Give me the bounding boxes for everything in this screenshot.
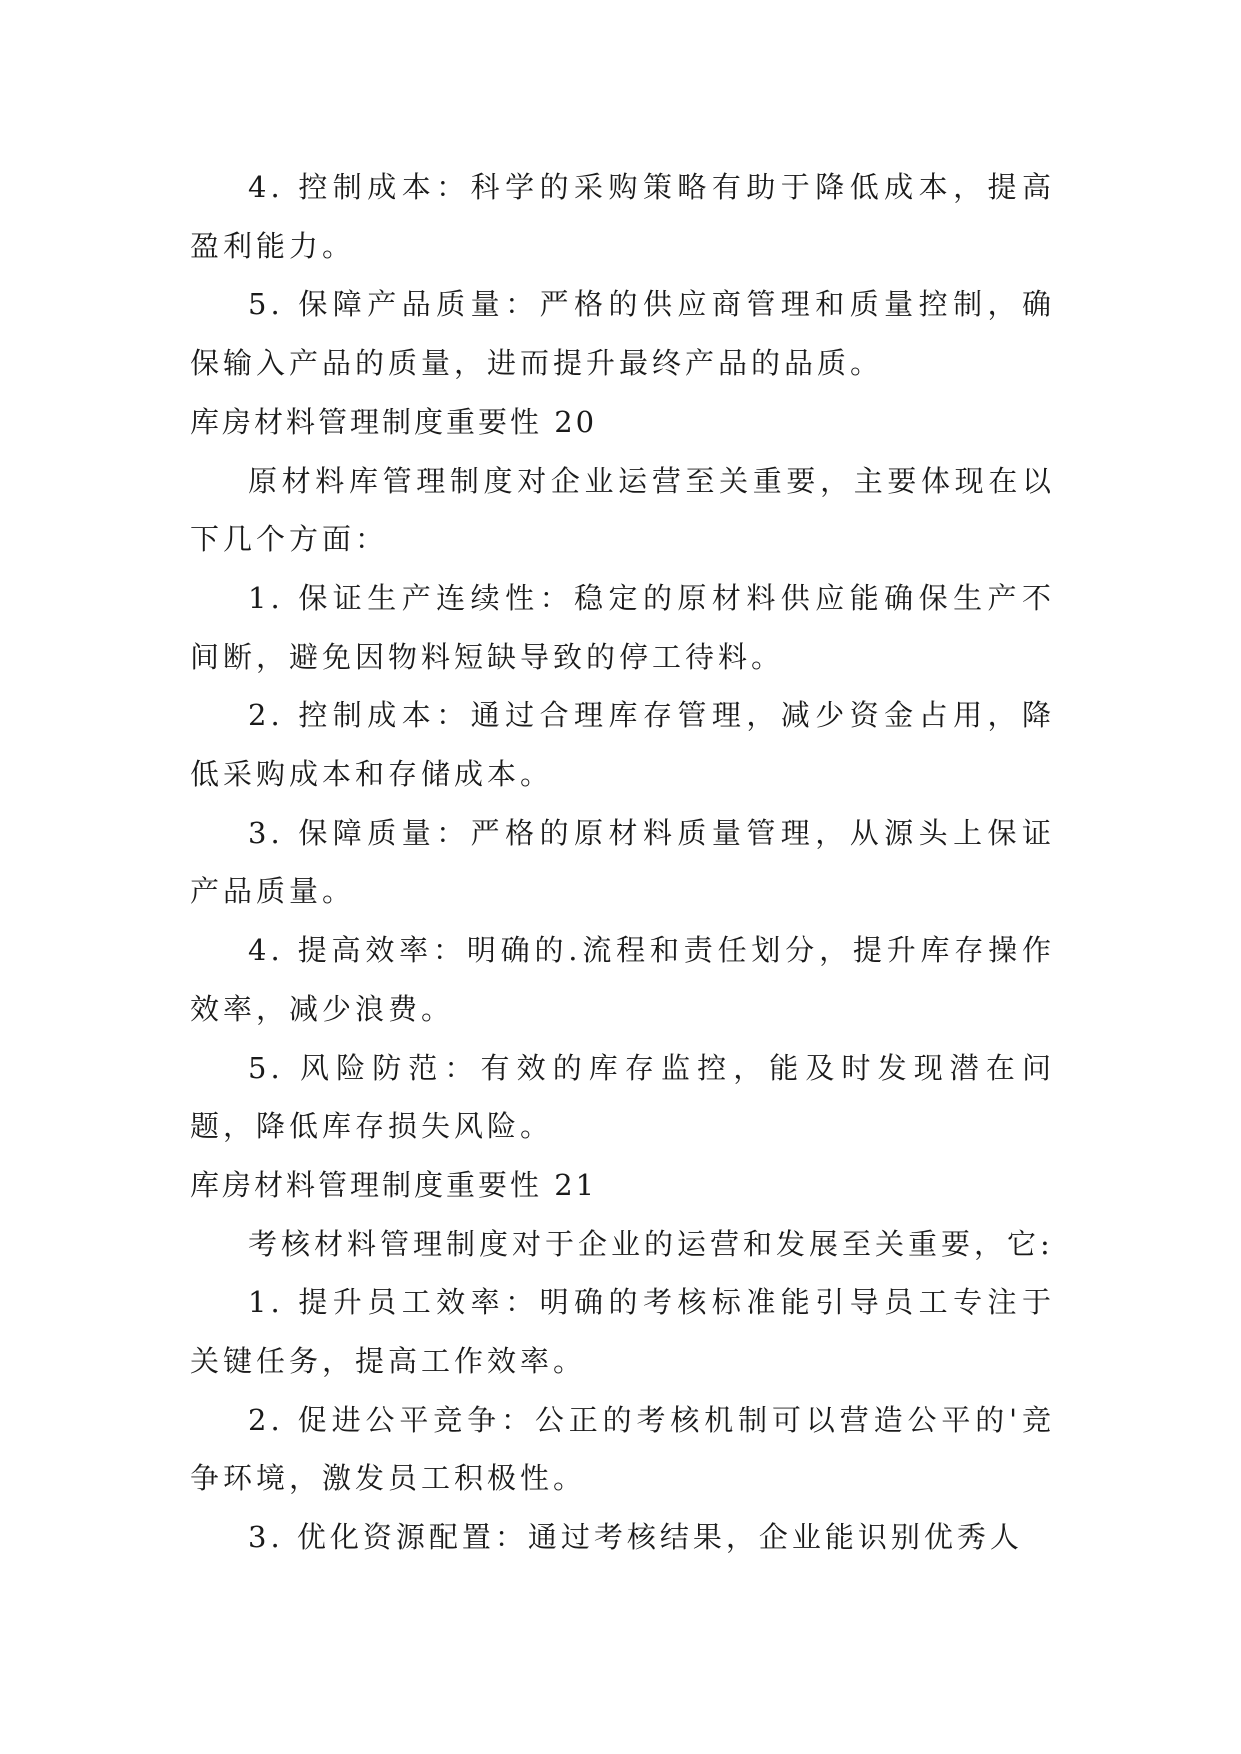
paragraph-control-cost: 4. 控制成本：科学的采购策略有助于降低成本，提高盈利能力。 bbox=[190, 170, 1055, 263]
section-heading-20: 库房材料管理制度重要性 20 bbox=[190, 404, 598, 439]
paragraph-fair-competition: 2. 促进公平竞争：公正的考核机制可以营造公平的'竞争环境，激发员工积极性。 bbox=[190, 1402, 1055, 1496]
paragraph-product-quality: 5. 保障产品质量：严格的供应商管理和质量控制，确保输入产品的质量，进而提升最终产品的品质。 bbox=[190, 287, 1055, 381]
paragraph-production-continuity: 1. 保证生产连续性：稳定的原材料供应能确保生产不间断，避免因物料短缺导致的停工待料。 bbox=[190, 580, 1055, 674]
paragraph-intro-21: 考核材料管理制度对于企业的运营和发展至关重要，它: bbox=[248, 1226, 1054, 1261]
paragraph-employee-efficiency: 1. 提升员工效率：明确的考核标准能引导员工专注于关键任务，提高工作效率。 bbox=[190, 1285, 1055, 1379]
paragraph-efficiency: 4. 提高效率：明确的.流程和责任划分，提升库存操作效率，减少浪费。 bbox=[190, 933, 1055, 1026]
paragraph-cost-control: 2. 控制成本：通过合理库存管理，减少资金占用，降低采购成本和存储成本。 bbox=[190, 698, 1055, 792]
section-heading-21: 库房材料管理制度重要性 21 bbox=[190, 1167, 598, 1202]
paragraph-quality-assurance: 3. 保障质量：严格的原材料质量管理，从源头上保证产品质量。 bbox=[190, 815, 1055, 909]
paragraph-resource-allocation: 3. 优化资源配置：通过考核结果，企业能识别优秀人 bbox=[248, 1520, 1023, 1555]
paragraph-intro-20: 原材料库管理制度对企业运营至关重要，主要体现在以下几个方面： bbox=[190, 463, 1055, 557]
paragraph-risk-prevention: 5. 风险防范：有效的库存监控，能及时发现潜在问题，降低库存损失风险。 bbox=[190, 1050, 1055, 1144]
document-body bbox=[190, 158, 1055, 1567]
